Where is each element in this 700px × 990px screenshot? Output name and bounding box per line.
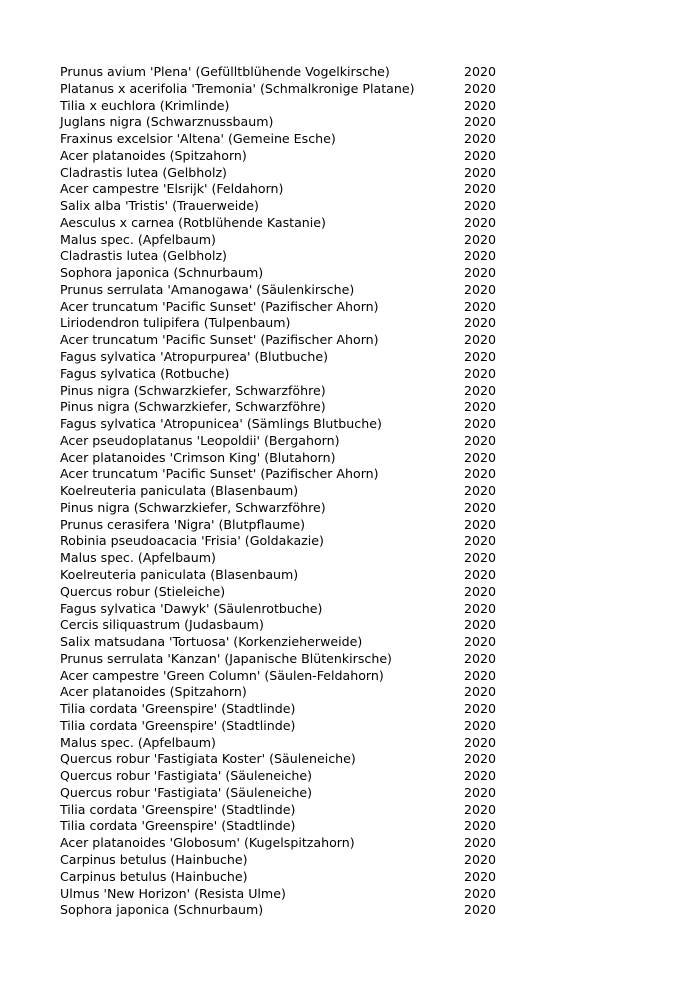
planting-year: 2020 <box>464 97 497 113</box>
tree-row <box>60 651 520 668</box>
planting-year: 2020 <box>464 198 497 214</box>
tree-row <box>60 299 520 316</box>
planting-year: 2020 <box>464 650 497 666</box>
tree-row <box>60 383 520 400</box>
tree-name: Fagus sylvatica 'Atropurpurea' (Blutbuche) <box>60 349 328 365</box>
planting-year: 2020 <box>464 416 497 432</box>
tree-row <box>60 852 520 869</box>
tree-name: Acer campestre 'Elsrijk' (Feldahorn) <box>60 181 284 197</box>
planting-year: 2020 <box>464 516 497 532</box>
tree-name: Quercus robur 'Fastigiata Koster' (Säuleneiche) <box>60 751 356 767</box>
tree-name: Acer truncatum 'Pacific Sunset' (Pazifischer Ahorn) <box>60 332 379 348</box>
planting-year: 2020 <box>464 751 497 767</box>
planting-year: 2020 <box>464 684 497 700</box>
tree-row <box>60 567 520 584</box>
tree-row <box>60 466 520 483</box>
tree-row <box>60 232 520 249</box>
tree-row <box>60 198 520 215</box>
planting-year: 2020 <box>464 784 497 800</box>
tree-list <box>60 64 520 919</box>
planting-year: 2020 <box>464 281 497 297</box>
tree-row <box>60 617 520 634</box>
tree-row <box>60 584 520 601</box>
planting-year: 2020 <box>464 365 497 381</box>
planting-year: 2020 <box>464 499 497 515</box>
planting-year: 2020 <box>464 617 497 633</box>
tree-name: Juglans nigra (Schwarznussbaum) <box>60 114 274 130</box>
tree-row <box>60 366 520 383</box>
planting-year: 2020 <box>464 382 497 398</box>
tree-row <box>60 684 520 701</box>
tree-row <box>60 835 520 852</box>
planting-year: 2020 <box>464 600 497 616</box>
tree-row <box>60 165 520 182</box>
tree-name: Fraxinus excelsior 'Altena' (Gemeine Esche) <box>60 131 336 147</box>
tree-row <box>60 349 520 366</box>
planting-year: 2020 <box>464 483 497 499</box>
tree-name: Tilia cordata 'Greenspire' (Stadtlinde) <box>60 818 296 834</box>
planting-year: 2020 <box>464 114 497 130</box>
planting-year: 2020 <box>464 298 497 314</box>
planting-year: 2020 <box>464 181 497 197</box>
tree-name: Aesculus x carnea (Rotblühende Kastanie) <box>60 214 326 230</box>
tree-row <box>60 902 520 919</box>
tree-name: Koelreuteria paniculata (Blasenbaum) <box>60 483 299 499</box>
tree-name: Quercus robur (Stieleiche) <box>60 583 226 599</box>
tree-name: Fagus sylvatica 'Dawyk' (Säulenrotbuche) <box>60 600 323 616</box>
tree-name: Cladrastis lutea (Gelbholz) <box>60 164 227 180</box>
tree-name: Prunus avium 'Plena' (Gefülltblühende Vogelkirsche) <box>60 64 390 79</box>
planting-year: 2020 <box>464 583 497 599</box>
tree-name: Cladrastis lutea (Gelbholz) <box>60 248 227 264</box>
tree-row <box>60 785 520 802</box>
planting-year: 2020 <box>464 701 497 717</box>
tree-name: Salix matsudana 'Tortuosa' (Korkenzieherweide) <box>60 634 363 650</box>
tree-name: Prunus serrulata 'Amanogawa' (Säulenkirsche) <box>60 281 355 297</box>
tree-row <box>60 718 520 735</box>
tree-name: Tilia cordata 'Greenspire' (Stadtlinde) <box>60 801 296 817</box>
tree-row <box>60 131 520 148</box>
tree-row <box>60 248 520 265</box>
tree-row <box>60 517 520 534</box>
tree-row <box>60 869 520 886</box>
tree-row <box>60 500 520 517</box>
tree-row <box>60 601 520 618</box>
planting-year: 2020 <box>464 667 497 683</box>
tree-name: Malus spec. (Apfelbaum) <box>60 231 216 247</box>
planting-year: 2020 <box>464 466 497 482</box>
tree-row <box>60 483 520 500</box>
planting-year: 2020 <box>464 885 497 901</box>
planting-year: 2020 <box>464 835 497 851</box>
tree-name: Acer platanoides 'Globosum' (Kugelspitzahorn) <box>60 835 355 851</box>
tree-name: Tilia x euchlora (Krimlinde) <box>60 97 230 113</box>
tree-name: Carpinus betulus (Hainbuche) <box>60 851 248 867</box>
planting-year: 2020 <box>464 818 497 834</box>
planting-year: 2020 <box>464 265 497 281</box>
planting-year: 2020 <box>464 550 497 566</box>
planting-year: 2020 <box>464 566 497 582</box>
tree-name: Acer pseudoplatanus 'Leopoldii' (Bergahorn) <box>60 432 340 448</box>
tree-row <box>60 81 520 98</box>
planting-year: 2020 <box>464 80 497 96</box>
planting-year: 2020 <box>464 399 497 415</box>
tree-row <box>60 550 520 567</box>
tree-name: Quercus robur 'Fastigiata' (Säuleneiche) <box>60 768 313 784</box>
tree-row <box>60 433 520 450</box>
tree-row <box>60 768 520 785</box>
tree-name: Pinus nigra (Schwarzkiefer, Schwarzföhre) <box>60 499 326 515</box>
tree-name: Prunus serrulata 'Kanzan' (Japanische Blütenkirsche) <box>60 650 392 666</box>
tree-row <box>60 668 520 685</box>
tree-name: Prunus cerasifera 'Nigra' (Blutpflaume) <box>60 516 306 532</box>
tree-name: Tilia cordata 'Greenspire' (Stadtlinde) <box>60 701 296 717</box>
tree-row <box>60 282 520 299</box>
tree-row <box>60 886 520 903</box>
tree-name: Acer truncatum 'Pacific Sunset' (Pazifischer Ahorn) <box>60 466 379 482</box>
tree-name: Pinus nigra (Schwarzkiefer, Schwarzföhre) <box>60 382 326 398</box>
planting-year: 2020 <box>464 315 497 331</box>
tree-name: Acer platanoides (Spitzahorn) <box>60 684 247 700</box>
tree-name: Acer campestre 'Green Column' (Säulen-Feldahorn) <box>60 667 384 683</box>
tree-row <box>60 416 520 433</box>
tree-name: Acer platanoides 'Crimson King' (Blutahorn) <box>60 449 336 465</box>
tree-row <box>60 751 520 768</box>
planting-year: 2020 <box>464 231 497 247</box>
tree-row <box>60 701 520 718</box>
planting-year: 2020 <box>464 147 497 163</box>
planting-year: 2020 <box>464 902 497 918</box>
tree-row <box>60 802 520 819</box>
tree-row <box>60 634 520 651</box>
tree-row <box>60 114 520 131</box>
tree-row <box>60 265 520 282</box>
tree-name: Salix alba 'Tristis' (Trauerweide) <box>60 198 259 214</box>
tree-name: Pinus nigra (Schwarzkiefer, Schwarzföhre) <box>60 399 326 415</box>
tree-name: Fagus sylvatica (Rotbuche) <box>60 365 230 381</box>
tree-name: Malus spec. (Apfelbaum) <box>60 550 216 566</box>
tree-name: Ulmus 'New Horizon' (Resista Ulme) <box>60 885 286 901</box>
planting-year: 2020 <box>464 248 497 264</box>
planting-year: 2020 <box>464 131 497 147</box>
tree-name: Cercis siliquastrum (Judasbaum) <box>60 617 264 633</box>
planting-year: 2020 <box>464 717 497 733</box>
planting-year: 2020 <box>464 164 497 180</box>
planting-year: 2020 <box>464 432 497 448</box>
tree-row <box>60 735 520 752</box>
planting-year: 2020 <box>464 868 497 884</box>
planting-year: 2020 <box>464 734 497 750</box>
planting-year: 2020 <box>464 64 497 79</box>
tree-name: Koelreuteria paniculata (Blasenbaum) <box>60 566 299 582</box>
tree-row <box>60 399 520 416</box>
planting-year: 2020 <box>464 851 497 867</box>
planting-year: 2020 <box>464 349 497 365</box>
tree-name: Acer platanoides (Spitzahorn) <box>60 147 247 163</box>
tree-name: Tilia cordata 'Greenspire' (Stadtlinde) <box>60 717 296 733</box>
tree-row <box>60 215 520 232</box>
planting-year: 2020 <box>464 801 497 817</box>
tree-name: Quercus robur 'Fastigiata' (Säuleneiche) <box>60 784 313 800</box>
planting-year: 2020 <box>464 214 497 230</box>
tree-name: Robinia pseudoacacia 'Frisia' (Goldakazie) <box>60 533 324 549</box>
tree-row <box>60 533 520 550</box>
tree-row <box>60 450 520 467</box>
tree-row <box>60 148 520 165</box>
tree-row <box>60 98 520 115</box>
tree-name: Acer truncatum 'Pacific Sunset' (Pazifischer Ahorn) <box>60 298 379 314</box>
tree-row <box>60 332 520 349</box>
planting-year: 2020 <box>464 768 497 784</box>
tree-name: Malus spec. (Apfelbaum) <box>60 734 216 750</box>
tree-row <box>60 315 520 332</box>
tree-name: Liriodendron tulipifera (Tulpenbaum) <box>60 315 291 331</box>
tree-row <box>60 181 520 198</box>
tree-name: Sophora japonica (Schnurbaum) <box>60 265 264 281</box>
planting-year: 2020 <box>464 634 497 650</box>
planting-year: 2020 <box>464 533 497 549</box>
tree-name: Carpinus betulus (Hainbuche) <box>60 868 248 884</box>
tree-name: Sophora japonica (Schnurbaum) <box>60 902 264 918</box>
planting-year: 2020 <box>464 449 497 465</box>
planting-year: 2020 <box>464 332 497 348</box>
tree-row <box>60 64 520 81</box>
tree-row <box>60 818 520 835</box>
tree-name: Fagus sylvatica 'Atropunicea' (Sämlings Blutbuche) <box>60 416 382 432</box>
tree-name: Platanus x acerifolia 'Tremonia' (Schmalkronige Platane) <box>60 80 415 96</box>
